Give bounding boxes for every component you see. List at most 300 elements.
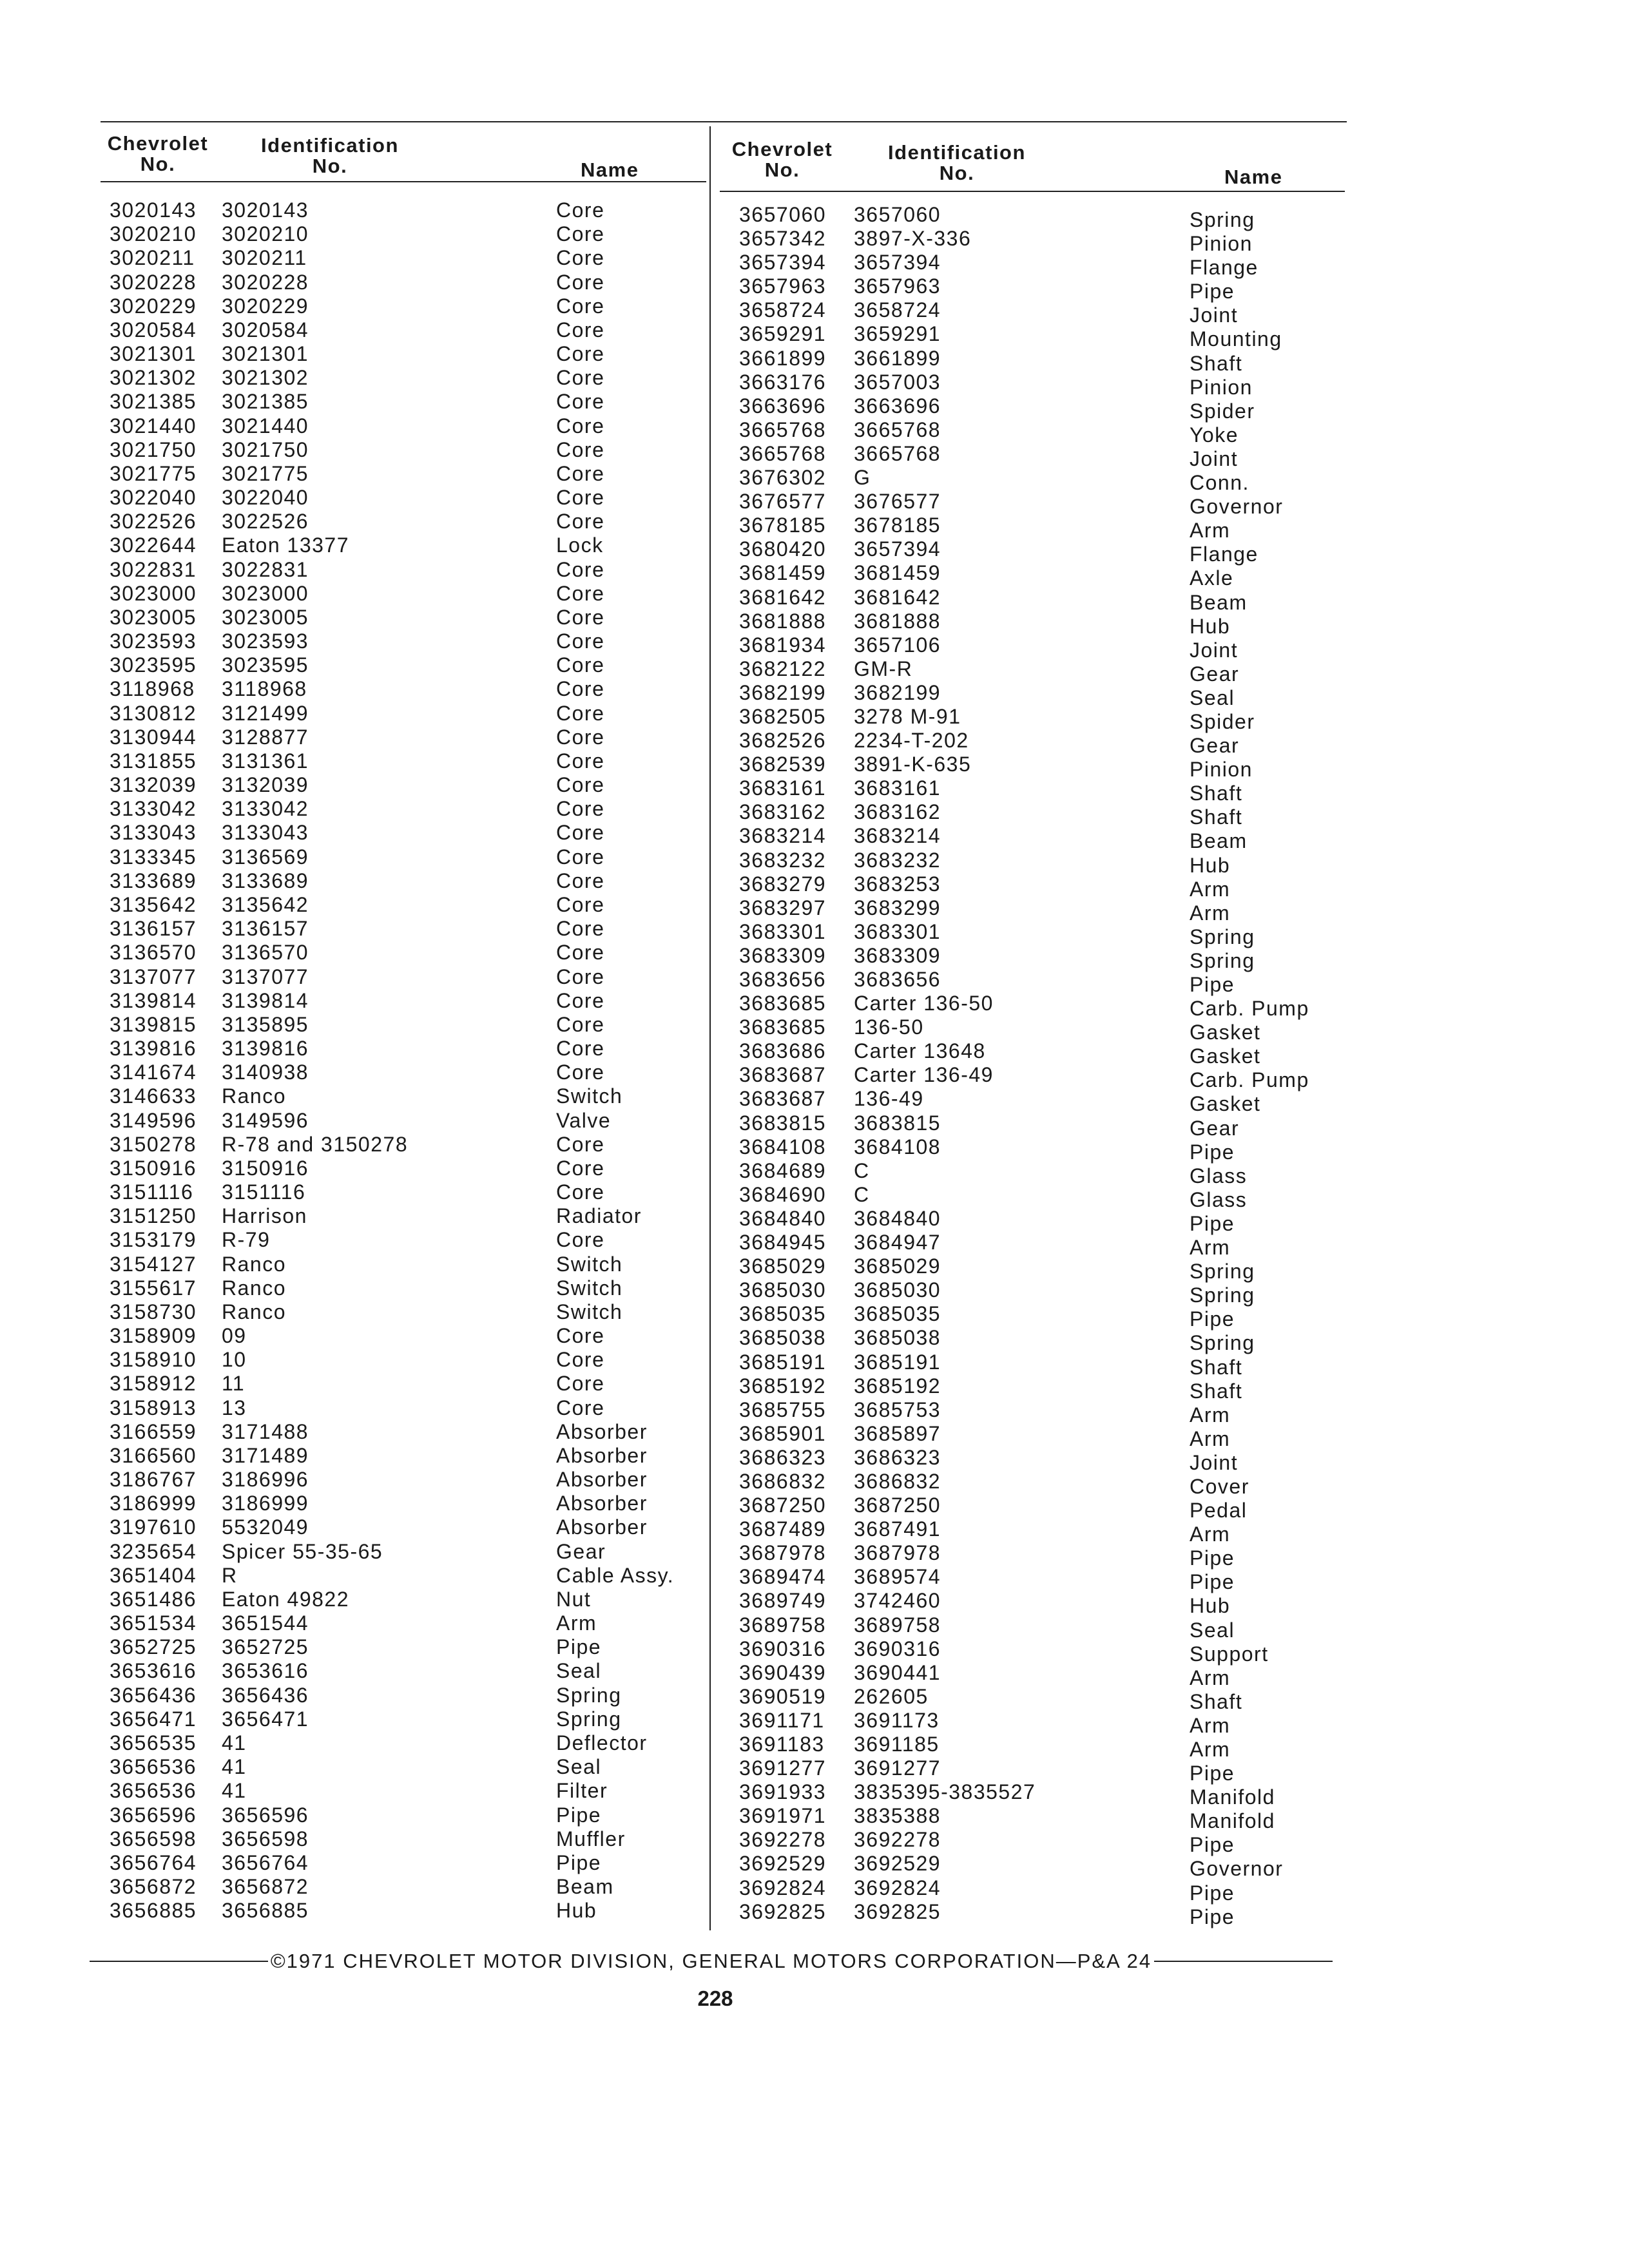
chevrolet-no-cell: 3186767 (110, 1468, 197, 1492)
header-label: No. (140, 153, 176, 175)
table-row (739, 322, 1383, 351)
chevrolet-no-cell: 3681642 (739, 585, 827, 609)
chevrolet-no-cell: 3166559 (110, 1419, 197, 1443)
chevrolet-no-cell: 3692529 (739, 1852, 827, 1876)
name-cell: Core (556, 845, 605, 869)
chevrolet-no-cell: 3657060 (739, 203, 827, 226)
identification-no-cell: R-79 (222, 1228, 271, 1252)
identification-no-cell: 3683299 (854, 896, 941, 919)
chevrolet-no-cell: 3682539 (739, 753, 827, 776)
name-cell: Core (556, 246, 605, 270)
table-row (110, 629, 689, 653)
chevrolet-no-cell: 3685038 (739, 1326, 827, 1350)
identification-no-cell: 3135642 (222, 892, 309, 916)
name-cell: Spring (1190, 1260, 1255, 1283)
identification-no-cell: 13 (222, 1396, 247, 1419)
name-cell: Arm (1190, 519, 1231, 543)
identification-no-cell: 3136569 (222, 845, 309, 869)
table-row (110, 749, 689, 773)
table-row (110, 1037, 689, 1061)
table-row (110, 1180, 689, 1204)
table-row (110, 1061, 689, 1084)
identification-no-cell: 3685030 (854, 1278, 941, 1302)
name-cell: Core (556, 1372, 605, 1396)
name-cell: Core (556, 1348, 605, 1372)
chevrolet-no-cell: 3166560 (110, 1443, 197, 1467)
name-cell: Lock (556, 533, 604, 557)
chevrolet-no-cell: 3687978 (739, 1541, 827, 1565)
chevrolet-no-cell: 3683214 (739, 824, 827, 848)
name-cell: Core (556, 629, 605, 653)
left-parts-table (110, 198, 689, 1923)
chevrolet-no-cell: 3683687 (739, 1087, 827, 1111)
chevrolet-no-cell: 3676302 (739, 466, 827, 490)
right-identification-no-header (880, 142, 1034, 184)
identification-no-cell: 3151116 (222, 1180, 306, 1204)
identification-no-cell: 3687491 (854, 1517, 941, 1541)
chevrolet-no-cell: 3150916 (110, 1156, 197, 1180)
name-cell: Pipe (1190, 1570, 1235, 1594)
chevrolet-no-cell: 3692825 (739, 1899, 827, 1923)
name-cell: Spring (556, 1707, 622, 1731)
footer-rule-left (90, 1961, 268, 1962)
table-row (110, 653, 689, 677)
name-cell: Absorber (556, 1468, 648, 1492)
chevrolet-no-cell: 3683686 (739, 1039, 827, 1063)
chevrolet-no-cell: 3692278 (739, 1828, 827, 1852)
table-row (110, 1827, 689, 1851)
table-row (110, 773, 689, 797)
chevrolet-no-cell: 3689474 (739, 1565, 827, 1589)
name-cell: Core (556, 892, 605, 916)
table-row (739, 968, 1383, 996)
name-cell: Carb. Pump (1190, 1068, 1309, 1092)
identification-no-cell: 3150916 (222, 1156, 309, 1180)
identification-no-cell: 3657394 (854, 251, 941, 274)
table-row (110, 1659, 689, 1683)
identification-no-cell: 3135895 (222, 1012, 309, 1036)
table-row (739, 274, 1383, 303)
identification-no-cell: 3137077 (222, 965, 309, 988)
chevrolet-no-cell: 3683301 (739, 919, 827, 943)
name-cell: Core (556, 486, 605, 510)
name-cell: Core (556, 917, 605, 941)
table-row (739, 776, 1383, 805)
table-row (739, 394, 1383, 423)
identification-no-cell: 3140938 (222, 1061, 309, 1084)
name-cell: Spring (1190, 208, 1255, 231)
chevrolet-no-cell: 3139814 (110, 988, 197, 1012)
chevrolet-no-cell: 3020143 (110, 198, 197, 222)
table-row (110, 1468, 689, 1492)
chevrolet-no-cell: 3653616 (110, 1659, 197, 1683)
identification-no-cell: Ranco (222, 1084, 286, 1108)
table-row (739, 943, 1383, 972)
name-cell: Gasket (1190, 1092, 1261, 1116)
identification-no-cell: 3656471 (222, 1707, 309, 1731)
table-row (110, 702, 689, 726)
identification-no-cell: Harrison (222, 1204, 307, 1228)
name-cell: Pedal (1190, 1499, 1248, 1523)
name-cell: Core (556, 366, 605, 390)
table-row (110, 1875, 689, 1899)
identification-no-cell: 3020228 (222, 270, 309, 294)
identification-no-cell: 3683253 (854, 872, 941, 896)
chevrolet-no-cell: 3689749 (739, 1589, 827, 1613)
chevrolet-no-cell: 3685029 (739, 1254, 827, 1278)
chevrolet-no-cell: 3131855 (110, 749, 197, 773)
name-cell: Arm (1190, 901, 1231, 925)
identification-no-cell: 3681459 (854, 561, 941, 585)
name-cell: Valve (556, 1108, 612, 1132)
name-cell: Core (556, 605, 605, 629)
name-cell: Shaft (1190, 1355, 1243, 1379)
name-cell: Glass (1190, 1164, 1248, 1187)
chevrolet-no-cell: 3692824 (739, 1876, 827, 1899)
name-cell: Core (556, 1228, 605, 1252)
chevrolet-no-cell: 3158913 (110, 1396, 197, 1419)
table-row (739, 1302, 1383, 1331)
chevrolet-no-cell: 3149596 (110, 1108, 197, 1132)
identification-no-cell: 3020584 (222, 318, 309, 341)
identification-no-cell: 3691277 (854, 1756, 941, 1780)
identification-no-cell: 3683815 (854, 1111, 941, 1135)
identification-no-cell: 3690441 (854, 1660, 941, 1684)
table-row (739, 1494, 1383, 1523)
name-cell: Carb. Pump (1190, 997, 1309, 1021)
table-row (110, 821, 689, 845)
chevrolet-no-cell: 3021440 (110, 414, 197, 437)
name-cell: Arm (1190, 1666, 1231, 1689)
chevrolet-no-cell: 3683309 (739, 943, 827, 967)
chevrolet-no-cell: 3656885 (110, 1899, 197, 1923)
chevrolet-no-cell: 3139815 (110, 1012, 197, 1036)
chevrolet-no-cell: 3690519 (739, 1684, 827, 1708)
chevrolet-no-cell: 3136570 (110, 941, 197, 965)
name-cell: Core (556, 1180, 605, 1204)
table-row (739, 609, 1383, 638)
name-cell: Core (556, 677, 605, 701)
identification-no-cell: 3278 M-91 (854, 704, 961, 728)
name-cell: Core (556, 749, 605, 773)
chevrolet-no-cell: 3687489 (739, 1517, 827, 1541)
table-row (739, 1756, 1383, 1785)
identification-no-cell: 3659291 (854, 322, 941, 346)
identification-no-cell: 3020211 (222, 246, 307, 270)
table-row (739, 1111, 1383, 1140)
chevrolet-no-cell: 3656535 (110, 1731, 197, 1754)
identification-no-cell: 3691185 (854, 1733, 940, 1756)
identification-no-cell: Ranco (222, 1276, 286, 1300)
name-cell: Hub (1190, 1594, 1231, 1618)
table-row (739, 1206, 1383, 1235)
name-cell: Mounting (1190, 327, 1282, 351)
name-cell: Core (556, 965, 605, 988)
table-row (110, 1324, 689, 1348)
name-cell: Pinion (1190, 232, 1253, 256)
chevrolet-no-cell: 3158909 (110, 1324, 197, 1348)
name-cell: Switch (556, 1252, 623, 1276)
chevrolet-no-cell: 3151116 (110, 1180, 194, 1204)
name-cell: Shaft (1190, 805, 1243, 829)
name-cell: Pipe (1190, 1881, 1235, 1905)
header-label: Identification (888, 141, 1026, 164)
name-cell: Pipe (1190, 1546, 1235, 1570)
chevrolet-no-cell: 3684108 (739, 1135, 827, 1158)
identification-no-cell: 3171489 (222, 1443, 309, 1467)
identification-no-cell: Carter 136-50 (854, 992, 994, 1015)
identification-no-cell: 3681888 (854, 609, 941, 633)
name-cell: Gear (1190, 1116, 1240, 1140)
chevrolet-no-cell: 3683297 (739, 896, 827, 919)
chevrolet-no-cell: 3021775 (110, 461, 197, 485)
identification-no-cell: Eaton 13377 (222, 533, 349, 557)
name-cell: Pipe (1190, 1211, 1235, 1235)
table-row (110, 533, 689, 557)
chevrolet-no-cell: 3683656 (739, 968, 827, 991)
name-cell: Core (556, 773, 605, 797)
chevrolet-no-cell: 3682526 (739, 729, 827, 753)
table-row (739, 1421, 1383, 1450)
chevrolet-no-cell: 3132039 (110, 773, 197, 797)
name-cell: Switch (556, 1276, 623, 1300)
table-row (739, 1589, 1383, 1618)
table-row (110, 1228, 689, 1252)
name-cell: Pipe (556, 1803, 602, 1827)
table-row (739, 1278, 1383, 1307)
table-row (739, 227, 1383, 256)
identification-no-cell: 3020210 (222, 222, 309, 246)
table-row (739, 704, 1383, 733)
table-row (110, 1779, 689, 1803)
table-row (110, 438, 689, 462)
chevrolet-no-cell: 3684840 (739, 1206, 827, 1230)
header-label: No. (764, 159, 800, 181)
table-row (110, 1611, 689, 1635)
identification-no-cell: 3023000 (222, 581, 309, 605)
chevrolet-no-cell: 3022831 (110, 557, 197, 581)
table-row (739, 729, 1383, 758)
identification-no-cell: 3021385 (222, 390, 309, 414)
table-row (739, 1541, 1383, 1570)
left-header-underline (101, 181, 706, 182)
identification-no-cell: 3692824 (854, 1876, 941, 1899)
chevrolet-no-cell: 3656436 (110, 1683, 197, 1707)
chevrolet-no-cell: 3691171 (739, 1708, 825, 1732)
identification-no-cell: 3022526 (222, 510, 309, 533)
identification-no-cell: 3021440 (222, 414, 309, 437)
identification-no-cell: 3683301 (854, 919, 941, 943)
name-cell: Hub (1190, 614, 1231, 638)
chevrolet-no-cell: 3652725 (110, 1635, 197, 1659)
chevrolet-no-cell: 3665768 (739, 418, 827, 441)
identification-no-cell: 3020143 (222, 198, 309, 222)
name-cell: Core (556, 581, 605, 605)
table-row (739, 872, 1383, 901)
identification-no-cell: 3686832 (854, 1469, 941, 1493)
identification-no-cell: 3689758 (854, 1613, 941, 1637)
chevrolet-no-cell: 3686832 (739, 1469, 827, 1493)
table-row (110, 390, 689, 414)
left-identification-no-header (253, 135, 407, 177)
table-row (739, 1039, 1383, 1068)
chevrolet-no-cell: 3691933 (739, 1780, 827, 1804)
identification-no-cell: 3139816 (222, 1037, 309, 1061)
chevrolet-no-cell: 3657342 (739, 227, 827, 251)
table-row (739, 896, 1383, 925)
header-label: Name (581, 159, 639, 181)
chevrolet-no-cell: 3023593 (110, 629, 197, 653)
identification-no-cell: 11 (222, 1372, 246, 1396)
table-row (739, 1565, 1383, 1594)
table-row (110, 606, 689, 629)
identification-no-cell: 3651544 (222, 1611, 309, 1635)
table-row (739, 346, 1383, 375)
name-cell: Core (556, 701, 605, 725)
table-row (739, 1445, 1383, 1474)
table-row (739, 800, 1383, 829)
table-row (110, 510, 689, 533)
identification-no-cell: 3657394 (854, 537, 941, 561)
identification-no-cell: 3687250 (854, 1494, 941, 1517)
identification-no-cell: 3656764 (222, 1850, 309, 1874)
identification-no-cell: 3835388 (854, 1804, 941, 1828)
table-row (739, 1182, 1383, 1211)
table-row (739, 657, 1383, 686)
name-cell: Spring (1190, 925, 1255, 948)
name-cell: Shaft (1190, 1689, 1243, 1713)
identification-no-cell: 3021750 (222, 437, 309, 461)
name-cell: Core (556, 988, 605, 1012)
name-cell: Pinion (1190, 758, 1253, 782)
chevrolet-no-cell: 3686323 (739, 1445, 827, 1469)
table-row (739, 992, 1383, 1021)
table-row (110, 677, 689, 701)
name-cell: Spider (1190, 399, 1255, 423)
name-cell: Beam (556, 1875, 614, 1899)
table-row (739, 1733, 1383, 1761)
name-cell: Seal (1190, 1618, 1235, 1642)
right-name-header (1224, 167, 1282, 187)
identification-no-cell: Spicer 55-35-65 (222, 1539, 383, 1563)
chevrolet-no-cell: 3685030 (739, 1278, 827, 1302)
identification-no-cell: 3665768 (854, 441, 941, 465)
identification-no-cell: 3149596 (222, 1108, 309, 1132)
identification-no-cell: 3684947 (854, 1231, 941, 1254)
identification-no-cell: Carter 13648 (854, 1039, 986, 1063)
table-row (110, 414, 689, 438)
name-cell: Core (556, 797, 605, 821)
table-row (110, 1707, 689, 1731)
identification-no-cell: 3656596 (222, 1803, 309, 1827)
name-cell: Core (556, 1396, 605, 1419)
chevrolet-no-cell: 3665768 (739, 441, 827, 465)
chevrolet-no-cell: 3656764 (110, 1850, 197, 1874)
chevrolet-no-cell: 3683161 (739, 776, 827, 800)
chevrolet-no-cell: 3651486 (110, 1587, 197, 1611)
table-row (739, 1254, 1383, 1283)
table-row (110, 1540, 689, 1564)
column-divider (709, 126, 711, 1930)
identification-no-cell: 3683309 (854, 943, 941, 967)
identification-no-cell: GM-R (854, 657, 913, 680)
identification-no-cell: 41 (222, 1731, 247, 1754)
name-cell: Axle (1190, 566, 1234, 590)
table-row (110, 294, 689, 318)
name-cell: Core (556, 510, 605, 533)
table-row (739, 1015, 1383, 1044)
identification-no-cell: 3023593 (222, 629, 309, 653)
table-row (739, 1684, 1383, 1713)
name-cell: Pipe (1190, 973, 1235, 996)
identification-no-cell: 3021775 (222, 461, 309, 485)
table-row (739, 1517, 1383, 1546)
table-row (739, 251, 1383, 280)
identification-no-cell: 3692278 (854, 1828, 941, 1852)
chevrolet-no-cell: 3656471 (110, 1707, 197, 1731)
chevrolet-no-cell: 3130944 (110, 725, 197, 749)
table-row (110, 462, 689, 486)
name-cell: Absorber (556, 1515, 648, 1539)
chevrolet-no-cell: 3690439 (739, 1660, 827, 1684)
identification-no-cell: 3683232 (854, 848, 941, 872)
identification-no-cell: 3683161 (854, 776, 941, 800)
identification-no-cell: 3118968 (222, 677, 307, 701)
name-cell: Switch (556, 1084, 623, 1108)
name-cell: Flange (1190, 543, 1258, 566)
identification-no-cell: 3656885 (222, 1899, 309, 1923)
chevrolet-no-cell: 3656598 (110, 1827, 197, 1850)
identification-no-cell: 3657003 (854, 370, 941, 394)
name-cell: Arm (1190, 1403, 1231, 1427)
identification-no-cell: 3128877 (222, 725, 309, 749)
name-cell: Gasket (1190, 1021, 1261, 1044)
identification-no-cell: 3657963 (854, 274, 941, 298)
name-cell: Absorber (556, 1419, 648, 1443)
name-cell: Pipe (1190, 1833, 1235, 1857)
name-cell: Gear (1190, 662, 1240, 686)
name-cell: Core (556, 222, 605, 246)
identification-no-cell: 3685897 (854, 1421, 941, 1445)
identification-no-cell: 3139814 (222, 988, 309, 1012)
chevrolet-no-cell: 3135642 (110, 892, 197, 916)
name-cell: Pinion (1190, 375, 1253, 399)
chevrolet-no-cell: 3685901 (739, 1421, 827, 1445)
right-chevrolet-no-header (721, 139, 843, 180)
table-row (110, 198, 689, 222)
name-cell: Core (556, 461, 605, 485)
table-row (739, 418, 1383, 447)
chevrolet-no-cell: 3235654 (110, 1539, 197, 1563)
table-row (739, 1708, 1383, 1737)
chevrolet-no-cell: 3146633 (110, 1084, 197, 1108)
chevrolet-no-cell: 3133042 (110, 797, 197, 821)
table-row (110, 1635, 689, 1659)
chevrolet-no-cell: 3663696 (739, 394, 827, 418)
header-label: No. (312, 155, 348, 177)
identification-no-cell: 3683214 (854, 824, 941, 848)
identification-no-cell: 2234-T-202 (854, 729, 969, 753)
identification-no-cell: 3685753 (854, 1398, 941, 1421)
identification-no-cell: 3656436 (222, 1683, 309, 1707)
name-cell: Deflector (556, 1731, 648, 1754)
chevrolet-no-cell: 3683685 (739, 992, 827, 1015)
name-cell: Spring (556, 1683, 622, 1707)
chevrolet-no-cell: 3683232 (739, 848, 827, 872)
chevrolet-no-cell: 3139816 (110, 1037, 197, 1061)
identification-no-cell: 3020229 (222, 294, 309, 318)
chevrolet-no-cell: 3681888 (739, 609, 827, 633)
